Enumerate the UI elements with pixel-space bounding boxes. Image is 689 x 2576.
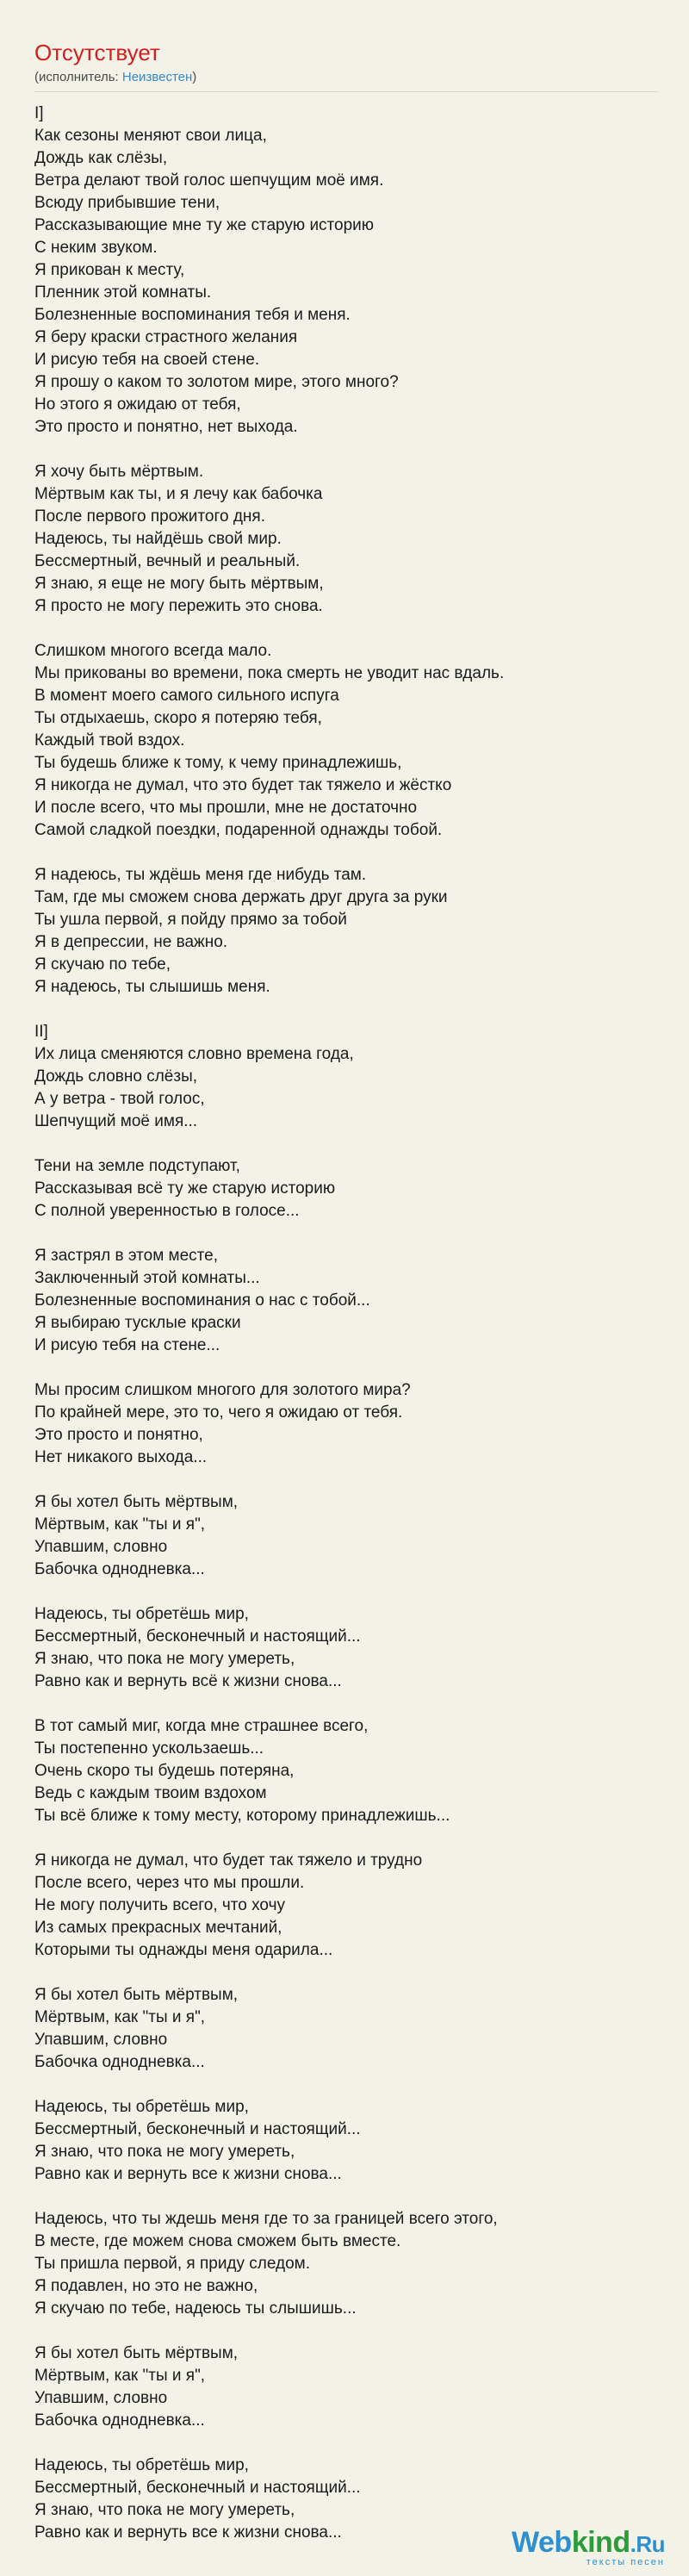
lyric-line: Как сезоны меняют свои лица, <box>34 127 267 145</box>
webkind-logo[interactable] <box>512 2528 665 2567</box>
stanza <box>34 1021 658 1133</box>
lyric-line: Я просто не могу пережить это снова. <box>34 597 323 615</box>
lyric-line: Бессмертный, бесконечный и настоящий... <box>34 2120 361 2138</box>
lyric-line: Пленник этой комнаты. <box>34 283 212 302</box>
lyric-line: Я бы хотел быть мёртвым, <box>34 2344 239 2362</box>
lyric-line: Я выбираю тусклые краски <box>34 1314 241 1332</box>
lyric-line: Я скучаю по тебе, надеюсь ты слышишь... <box>34 2299 357 2318</box>
header-divider <box>34 91 658 92</box>
lyric-line: Упавшим, словно <box>34 2031 168 2049</box>
lyric-line: Я хочу быть мёртвым. <box>34 463 204 481</box>
lyric-line: Я беру краски страстного желания <box>34 328 298 346</box>
lyric-line: Очень скоро ты будешь потеряна, <box>34 1762 295 1780</box>
lyric-line: Рассказывая всё ту же старую историю <box>34 1179 336 1198</box>
stanza <box>34 1491 658 1581</box>
logo-tagline: тексты песен <box>586 2557 665 2567</box>
stanza <box>34 1715 658 1827</box>
lyric-line: Надеюсь, ты найдёшь свой мир. <box>34 530 282 548</box>
lyric-line: Бессмертный, бесконечный и настоящий... <box>34 2479 361 2497</box>
lyric-line: Надеюсь, ты обретёшь мир, <box>34 2456 249 2474</box>
lyric-line: Бабочка однодневка... <box>34 2053 205 2071</box>
lyric-line: Дождь словно слёзы, <box>34 1067 198 1086</box>
lyric-line: Мы прикованы во времени, пока смерть не уводит нас вдаль. <box>34 664 505 682</box>
lyric-line: Я бы хотел быть мёртвым, <box>34 1493 239 1511</box>
logo-ru: .Ru <box>630 2531 665 2557</box>
lyric-line: Это просто и понятно, нет выхода. <box>34 418 298 436</box>
lyric-line: Ты пришла первой, я приду следом. <box>34 2255 311 2273</box>
lyric-line: С полной уверенностью в голосе... <box>34 1202 300 1220</box>
lyric-line: В месте, где можем снова сможем быть вместе. <box>34 2232 401 2250</box>
stanza <box>34 1850 658 1962</box>
stanza <box>34 2096 658 2186</box>
lyric-line: Равно как и вернуть все к жизни снова... <box>34 2165 342 2183</box>
lyric-line: Я в депрессии, не важно. <box>34 933 228 951</box>
lyric-line: И после всего, что мы прошли, мне не достаточно <box>34 799 418 817</box>
lyric-line: Равно как и вернуть все к жизни снова... <box>34 2523 342 2542</box>
lyric-line: Упавшим, словно <box>34 1538 168 1556</box>
lyric-line: Шепчущий моё имя... <box>34 1112 198 1130</box>
lyric-line: Не могу получить всего, что хочу <box>34 1896 285 1914</box>
lyric-line: Это просто и понятно, <box>34 1426 203 1444</box>
logo-wordmark <box>512 2528 665 2559</box>
lyric-line: И рисую тебя на стене... <box>34 1336 220 1354</box>
lyric-line: Там, где мы сможем снова держать друг друга за руки <box>34 888 448 906</box>
stanza <box>34 1603 658 1693</box>
lyric-line: После всего, через что мы прошли. <box>34 1874 305 1892</box>
lyric-line: Но этого я ожидаю от тебя, <box>34 395 241 414</box>
lyric-line: И рисую тебя на своей стене. <box>34 351 260 369</box>
lyric-line: Бабочка однодневка... <box>34 2411 205 2430</box>
artist-suffix: ) <box>192 70 197 84</box>
lyric-line: Слишком многого всегда мало. <box>34 642 272 660</box>
artist-prefix: (исполнитель: <box>34 70 122 84</box>
stanza <box>34 1155 658 1223</box>
lyric-line: Мёртвым, как "ты и я", <box>34 2008 206 2026</box>
lyric-line: Бабочка однодневка... <box>34 1560 205 1578</box>
lyric-line: Ты ушла первой, я пойду прямо за тобой <box>34 911 347 929</box>
lyric-line: По крайней мере, это то, чего я ожидаю от тебя. <box>34 1403 403 1422</box>
artist-link[interactable]: Неизвестен <box>121 70 193 84</box>
lyric-line: II] <box>34 1023 48 1041</box>
lyric-line: Равно как и вернуть всё к жизни снова... <box>34 1672 342 1690</box>
lyric-line: Бессмертный, бесконечный и настоящий... <box>34 1627 361 1646</box>
lyrics-body <box>34 103 658 2544</box>
lyric-line: Мёртвым как ты, и я лечу как бабочка <box>34 485 323 503</box>
stanza <box>34 864 658 999</box>
stanza <box>34 1379 658 1469</box>
stanza <box>34 2208 658 2320</box>
lyric-line: Надеюсь, что ты ждешь меня где то за границей всего этого, <box>34 2210 498 2228</box>
lyric-line: Надеюсь, ты обретёшь мир, <box>34 2098 249 2116</box>
lyric-line: Я застрял в этом месте, <box>34 1247 218 1265</box>
lyric-line: Тени на земле подступают, <box>34 1157 240 1175</box>
lyric-line: Надеюсь, ты обретёшь мир, <box>34 1605 249 1623</box>
lyric-line: Всюду прибывшие тени, <box>34 194 220 212</box>
stanza <box>34 2343 658 2432</box>
lyric-line: С неким звуком. <box>34 239 158 257</box>
lyric-line: Ветра делают твой голос шепчущим моё имя. <box>34 171 384 190</box>
lyric-line: Ведь с каждым твоим вздохом <box>34 1784 267 1802</box>
lyric-line: Бессмертный, вечный и реальный. <box>34 552 301 570</box>
lyric-line: В момент моего самого сильного испуга <box>34 687 339 705</box>
stanza <box>34 103 658 439</box>
lyric-line: Я никогда не думал, что будет так тяжело и трудно <box>34 1851 423 1870</box>
stanza <box>34 1984 658 2074</box>
stanza <box>34 1245 658 1357</box>
lyric-line: Ты будешь ближе к тому, к чему принадлежишь, <box>34 754 402 772</box>
lyric-line: После первого прожитого дня. <box>34 507 265 526</box>
lyric-line: Ты всё ближе к тому месту, которому принадлежишь... <box>34 1807 450 1825</box>
lyric-line: Мёртвым, как "ты и я", <box>34 2367 206 2385</box>
lyric-line: Я знаю, что пока не могу умереть, <box>34 2501 295 2519</box>
logo-web: Web <box>512 2526 572 2559</box>
logo-kind: kind <box>571 2526 630 2559</box>
artist-line <box>34 69 658 86</box>
lyric-line: Болезненные воспоминания тебя и меня. <box>34 306 351 324</box>
lyric-line: Из самых прекрасных мечтаний, <box>34 1919 282 1937</box>
lyric-line: Я никогда не думал, что это будет так тяжело и жёстко <box>34 776 452 794</box>
lyric-line: Болезненные воспоминания о нас с тобой... <box>34 1291 370 1310</box>
lyric-line: Я знаю, что пока не могу умереть, <box>34 2143 295 2161</box>
lyric-line: Которыми ты однажды меня одарила... <box>34 1941 333 1959</box>
stanza <box>34 461 658 618</box>
lyric-line: Я надеюсь, ты слышишь меня. <box>34 978 270 996</box>
lyric-line: Самой сладкой поездки, подаренной однажды тобой. <box>34 821 443 839</box>
lyric-line: Каждый твой вздох. <box>34 731 185 750</box>
lyric-line: Я бы хотел быть мёртвым, <box>34 1986 239 2004</box>
lyric-line: Я подавлен, но это не важно, <box>34 2277 258 2295</box>
lyric-line: Упавшим, словно <box>34 2389 168 2407</box>
lyric-line: Я прошу о каком то золотом мире, этого много? <box>34 373 399 391</box>
lyric-line: Я скучаю по тебе, <box>34 955 171 974</box>
lyric-line: Рассказывающие мне ту же старую историю <box>34 216 375 234</box>
lyric-line: Ты постепенно ускользаешь... <box>34 1739 264 1758</box>
lyric-line: Я знаю, что пока не могу умереть, <box>34 1650 295 1668</box>
lyric-line: Я надеюсь, ты ждёшь меня где нибудь там. <box>34 866 367 884</box>
lyric-line: Мёртвым, как "ты и я", <box>34 1515 206 1534</box>
lyric-line: Мы просим слишком многого для золотого мира? <box>34 1381 411 1399</box>
lyric-line: Дождь как слёзы, <box>34 149 168 167</box>
lyric-line: Я знаю, я еще не могу быть мёртвым, <box>34 575 324 593</box>
lyric-line: А у ветра - твой голос, <box>34 1090 205 1108</box>
lyric-line: В тот самый миг, когда мне страшнее всего, <box>34 1717 369 1735</box>
stanza <box>34 640 658 842</box>
lyric-line: Ты отдыхаешь, скоро я потеряю тебя, <box>34 709 322 727</box>
lyric-line: Их лица сменяются словно времена года, <box>34 1045 354 1063</box>
song-title: Отсутствует <box>34 40 160 65</box>
lyric-line: Я прикован к месту, <box>34 261 185 279</box>
lyric-line: Нет никакого выхода... <box>34 1448 208 1466</box>
lyric-line: Заключенный этой комнаты... <box>34 1269 260 1287</box>
lyric-line: I] <box>34 104 44 122</box>
